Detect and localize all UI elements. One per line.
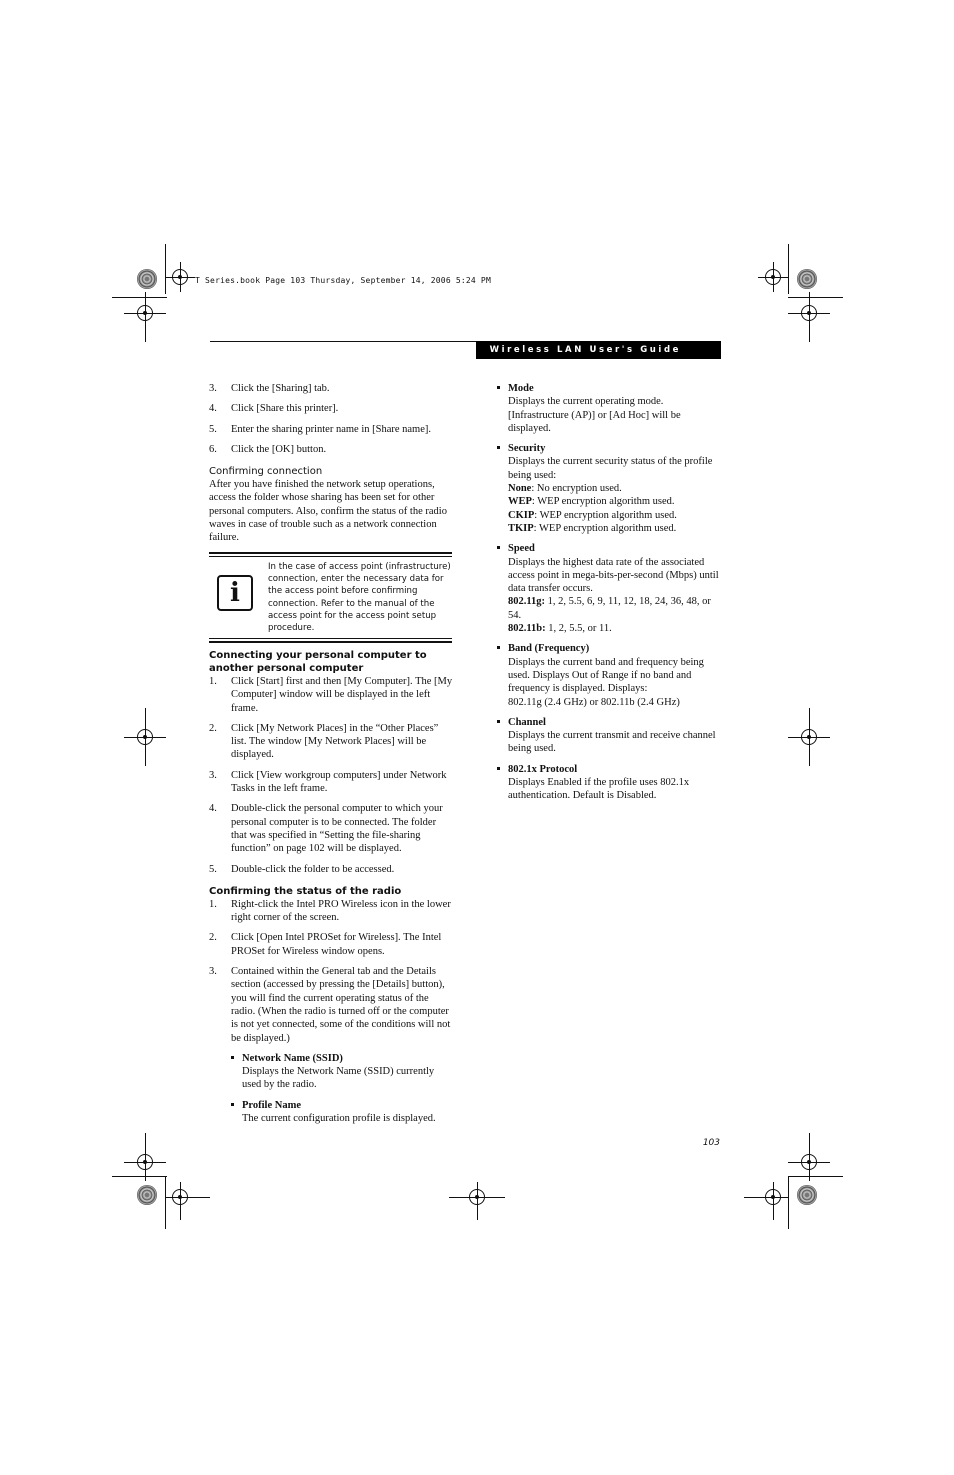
bullet-item: Network Name (SSID) Displays the Network Name (SSID) currently used by the radio. [231,1052,453,1092]
list-item: 5. Double-click the folder to be accessed. [209,863,395,875]
list-item: 1. Right-click the Intel PRO Wireless icon in the lower right corner of the screen. [209,898,451,924]
band-item: Band (Frequency) Displays the current band and frequency being used. Displays Out of Range if no band and frequency is displayed. Displays: 802.11g (2.4 GHz) or 802.11b (2.4 GHz) [497,642,720,708]
list-item: 1. Click [Start] first and then [My Computer]. The [My Computer] window will be displayed in the left frame. [209,676,453,714]
protocol-item: 802.1x Protocol Displays Enabled if the profile uses 802.1x authentication. Default is Disabled. [497,763,720,803]
registration-disk-icon [797,1185,817,1205]
confirming-connection-text: After you have finished the network setup operations, access the folder whose sharing has been set for other personal computers. Also, confirm the status of the radio waves in case of trouble such as a network connection failure. [209,479,447,544]
note-text: In the case of access point (infrastructure) connection, enter the necessary data for the access point before confirming connection. Refer to the manual of the access point for the access point setup procedure. [268,562,451,634]
right-column [497,382,720,803]
print-stamp: T Series.book Page 103 Thursday, September 14, 2006 5:24 PM [195,276,491,285]
list-item: 4. Click [Share this printer]. [209,403,339,415]
registration-disk-icon [137,269,157,289]
list-item: 3. Click the [Sharing] tab. [209,383,330,394]
left-column-lower [209,649,453,1125]
confirming-connection-heading: Confirming connection [209,466,323,478]
mode-item: Mode Displays the current operating mode. [Infrastructure (AP)] or [Ad Hoc] will be displayed. [497,382,720,435]
list-item: 3. Click [View workgroup computers] under Network Tasks in the left frame. [209,769,447,795]
registration-disk-icon [797,269,817,289]
page-number: 103 [702,1138,720,1148]
info-icon: i [217,575,253,611]
registration-disk-icon [137,1185,157,1205]
list-item: 3. Contained within the General tab and the Details section (accessed by pressing the [Details] button), you will find the current operating status of the radio. (When the radio is turned off or the computer is not yet connected, some of the conditions will not be displayed.) [209,966,451,1044]
list-item: 4. Double-click the personal computer to which your personal computer is to be connected. The folder that was specified in “Setting the file-sharing function” on page 102 will be displayed. [209,803,443,855]
radio-status-heading: Confirming the status of the radio [209,885,402,897]
header-rule [210,341,476,342]
section-banner: Wireless LAN User's Guide [476,341,721,359]
channel-item: Channel Displays the current transmit and receive channel being used. [497,716,720,756]
list-item: 2. Click [Open Intel PROSet for Wireless]. The Intel PROSet for Wireless window opens. [209,932,442,957]
connecting-heading: Connecting your personal computer to another personal computer [209,650,427,674]
list-item: 6. Click the [OK] button. [209,443,327,455]
list-item: 2. Click [My Network Places] in the “Other Places” list. The window [My Network Places] will be displayed. [209,722,439,761]
list-item: 5. Enter the sharing printer name in [Share name]. [209,423,432,435]
left-column [209,382,453,545]
note-box [209,552,452,643]
security-item: Security Displays the current security status of the profile being used: None: No encryption used. WEP: WEP encryption algorithm used. CKIP: WEP encryption algorithm used. TKIP: WEP encryption algorithm used. [497,442,720,535]
bullet-item: Profile Name The current configuration profile is displayed. [231,1099,453,1126]
speed-item: Speed Displays the highest data rate of the associated access point in mega-bits-per-second (Mbps) until data transfer occurs. 802.11g: 1, 2, 5.5, 6, 9, 11, 12, 18, 24, 36, 48, or 54. 802.11b: 1, 2, 5.5, or 11. [497,542,720,635]
